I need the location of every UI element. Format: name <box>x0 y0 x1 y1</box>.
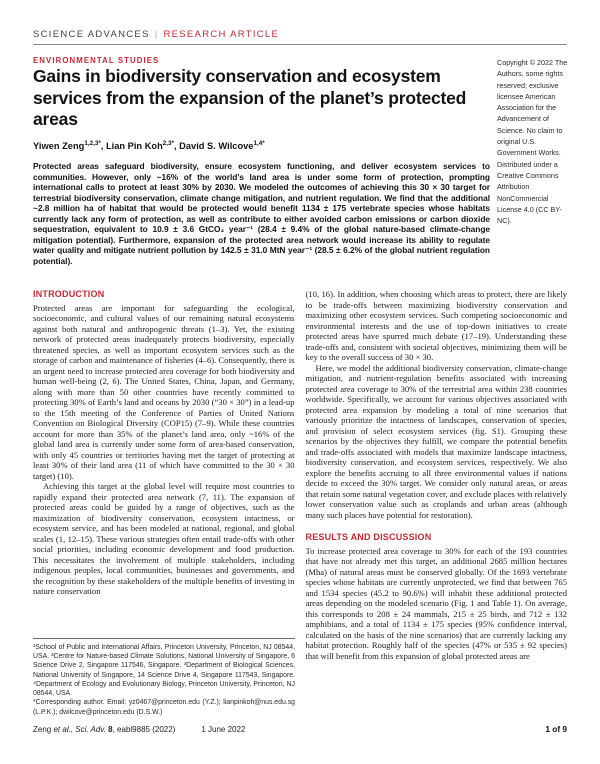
journal-masthead <box>33 29 279 40</box>
right-column <box>306 289 568 723</box>
article-title: Gains in biodiversity conservation and ecosystem services from the expansion of the planet’s protected areas <box>33 66 467 129</box>
author-name: David S. Wilcove <box>179 141 254 152</box>
copyright-notice: Copyright © 2022 The Authors, some rights reserved; exclusive licensee American Association for the Advancement of Science. No claim to original U.S. Government Works. Distributed under a Creative Commons Attribution NonCommercial License 4.0 (CC BY-NC). <box>497 58 568 226</box>
masthead-separator: | <box>154 29 159 40</box>
section-eyebrow: ENVIRONMENTAL STUDIES <box>33 56 160 65</box>
author-affiliation-sup: 2,3* <box>162 140 174 147</box>
abstract-text: Protected areas safeguard biodiversity, ensure ecosystem functioning, and deliver ecosystem services to communities. However, only ~16% of the world’s land area is under some form of protection, prompting international calls to protect at least 30% by 2030. We modeled the outcomes of achieving this 30 × 30 target for terrestrial biodiversity conservation, climate change mitigation, and nutrient regulation. We find that the additional ~2.8 million ha of habitat that would be protected would benefit 1134 ± 175 vertebrate species whose habitats currently lack any form of protection, as well as contribute to either avoided carbon emissions or carbon dioxide sequestration, equivalent to 10.9 ± 3.6 GtCO₂ year⁻¹ (28.4 ± 9.4% of the global nature-based climate-change mitigation potential). Furthermore, expansion of the protected area network would increase its ability to regulate water quality and mitigate nutrient pollution by 142.5 ± 31.0 MtN year⁻¹ (28.5 ± 6.2% of the global nutrient regulation potential). <box>33 161 490 266</box>
author-name: Lian Pin Koh <box>105 141 163 152</box>
citation-id: , eabl9885 (2022) <box>112 725 176 734</box>
article-type-label: RESEARCH ARTICLE <box>163 29 280 40</box>
introduction-paragraph-2: Achieving this target at the global level will require most countries to rapidly expand their protected area network (7, 11). The expansion of protected areas could be guided by a range of objectives, such as the maximization of biodiversity conservation, ecosystem intactness, or ecosystem service, and has been modeled at national, regional, and global scales (1, 12–15). These various strategies often entail trade-offs with other social priorities, including economic development and food production. This necessitates the involvement of multiple stakeholders, including indigenous peoples, local communities, businesses and governments, and the recognition by these stakeholders of the multiple benefits of investing in nature conservation <box>33 481 295 596</box>
corresponding-author-note: *Corresponding author. Email: yz0467@princeton.edu (Y.Z.); lianpinkoh@nus.edu.sg (L.P.K.); dwilcove@princeton.edu (D.S.W.) <box>33 699 295 716</box>
page-footer <box>33 724 567 734</box>
introduction-heading: INTRODUCTION <box>33 289 105 299</box>
author-affiliations: ¹School of Public and International Affairs, Princeton University, Princeton, NJ 08544, USA. ²Centre for Nature-based Climate Solutions, National University of Singapore, 6 Science Drive 2, Singapore 117546, Singapore. ³Department of Biological Sciences, National University of Singapore, 14 Science Drive 4, Singapore 117543, Singapore. ⁴Department of Ecology and Evolutionary Biology, Princeton University, Princeton, NJ 08544, USA. <box>33 643 295 698</box>
results-paragraph-1: To increase protected area coverage to 30% for each of the 193 countries that have not already met this target, an additional 2685 million hectares (Mha) of natural areas must be conserved globally. Of the 1693 vertebrate species whose habitats are currently unprotected, we find that between 765 and 1534 species (45.2 to 90.6%) will inhabit these additional protected areas depending on the modeled scenario (Fig. 1 and Table 1). On average, this corresponds to 208 ± 24 mammals, 215 ± 25 birds, and 712 ± 132 amphibians, and a total of 1134 ± 175 species (95% confidence interval, calculated on the basis of the nine scenarios) that are currently lacking any habitat protection. Roughly half of the species (47% or 535 ± 92 species) that will benefit from this expansion of global protected areas are <box>305 545 567 661</box>
citation-journal: et al., Sci. Adv. <box>53 725 109 734</box>
author-affiliation-sup: 1,4* <box>253 140 265 147</box>
introduction-paragraph-1: Protected areas are important for safeguarding the ecological, socioeconomic, and cultural values of our remaining natural ecosystems against both natural and anthropogenic threats (1–3). Yet, the existing network of protected areas inadequately protects biodiversity, especially threatened species, as well as important ecosystem services such as the storage of carbon and maintenance of fisheries (4–6). Consequently, there is an urgent need to increase protected area coverage for both biodiversity and human well-being (2, 6). The United States, China, Japan, and Germany, along with more than 50 other countries have recently committed to protecting 30% of Earth’s land and oceans by 2030 (“30 × 30”) in a lead-up to the 15th meeting of the Conference of Parties of United Nations Convention on Biological Diversity (COP15) (7–9). While these countries account for more than 35% of the planet’s land area, only ~16% of the global land area is currently under some form of area-based conservation, with only 45 countries or territories having met the target of protecting at least 30% of their land area (11 of which have committed to the 30 × 30 target) (10). <box>33 302 295 481</box>
author-line <box>33 140 265 151</box>
header-rule <box>33 44 567 45</box>
journal-name: SCIENCE ADVANCES <box>33 29 150 40</box>
citation-volume: 8 <box>108 725 113 734</box>
citation-line <box>33 725 245 734</box>
citation-author: Zeng <box>33 725 54 734</box>
introduction-paragraph-3: Here, we model the additional biodiversity conservation, climate-change mitigation, and nutrient-regulation benefits associated with increasing protected area coverage to 30% of the terrestrial area within 238 countries worldwide. Specifically, we account for various objectives associated with protected area expansion by modeling a total of nine scenarios that variously prioritize the intactness of landscapes, conservation of species, and provision of select ecosystem services (fig. S1). Grouping these scenarios by the objectives they fulfill, we compare the potential benefits and trade-offs associated with models that maximize landscape intactness, biodiversity conservation, and ecosystem services, respectively. We also explore the benefits accruing to all three environmental values if nations decide to exceed the 30% target. We consider only natural areas, or areas that retain some natural vegetation cover, and exclude places with relatively lower conservation value such as croplands and urban areas (although many such places have potential for restoration). <box>305 362 567 520</box>
footnote-block <box>33 638 295 717</box>
publication-date: 1 June 2022 <box>201 725 246 734</box>
page-number: 1 of 9 <box>545 724 567 734</box>
author-separator: , <box>173 141 180 152</box>
author-affiliation-sup: 1,2,3* <box>84 140 101 147</box>
body-columns <box>33 289 567 723</box>
introduction-paragraph-2-continued: (10, 16). In addition, when choosing which areas to protect, there are likely to be trade-offs between maximizing biodiversity conservation and maximizing other ecosystem services. Such competing socioeconomic and environmental interests and the use of top-down initiatives to create protected areas have spurred much debate (17–19). Understanding these trade-offs and, consistent with societal objectives, minimizing them will be key to the overall success of 30 × 30. <box>305 289 567 362</box>
results-heading: RESULTS AND DISCUSSION <box>305 532 432 542</box>
author-separator: , <box>100 141 106 152</box>
author-name: Yiwen Zeng <box>33 141 85 152</box>
left-column <box>33 289 295 723</box>
footnote-rule <box>33 638 295 639</box>
